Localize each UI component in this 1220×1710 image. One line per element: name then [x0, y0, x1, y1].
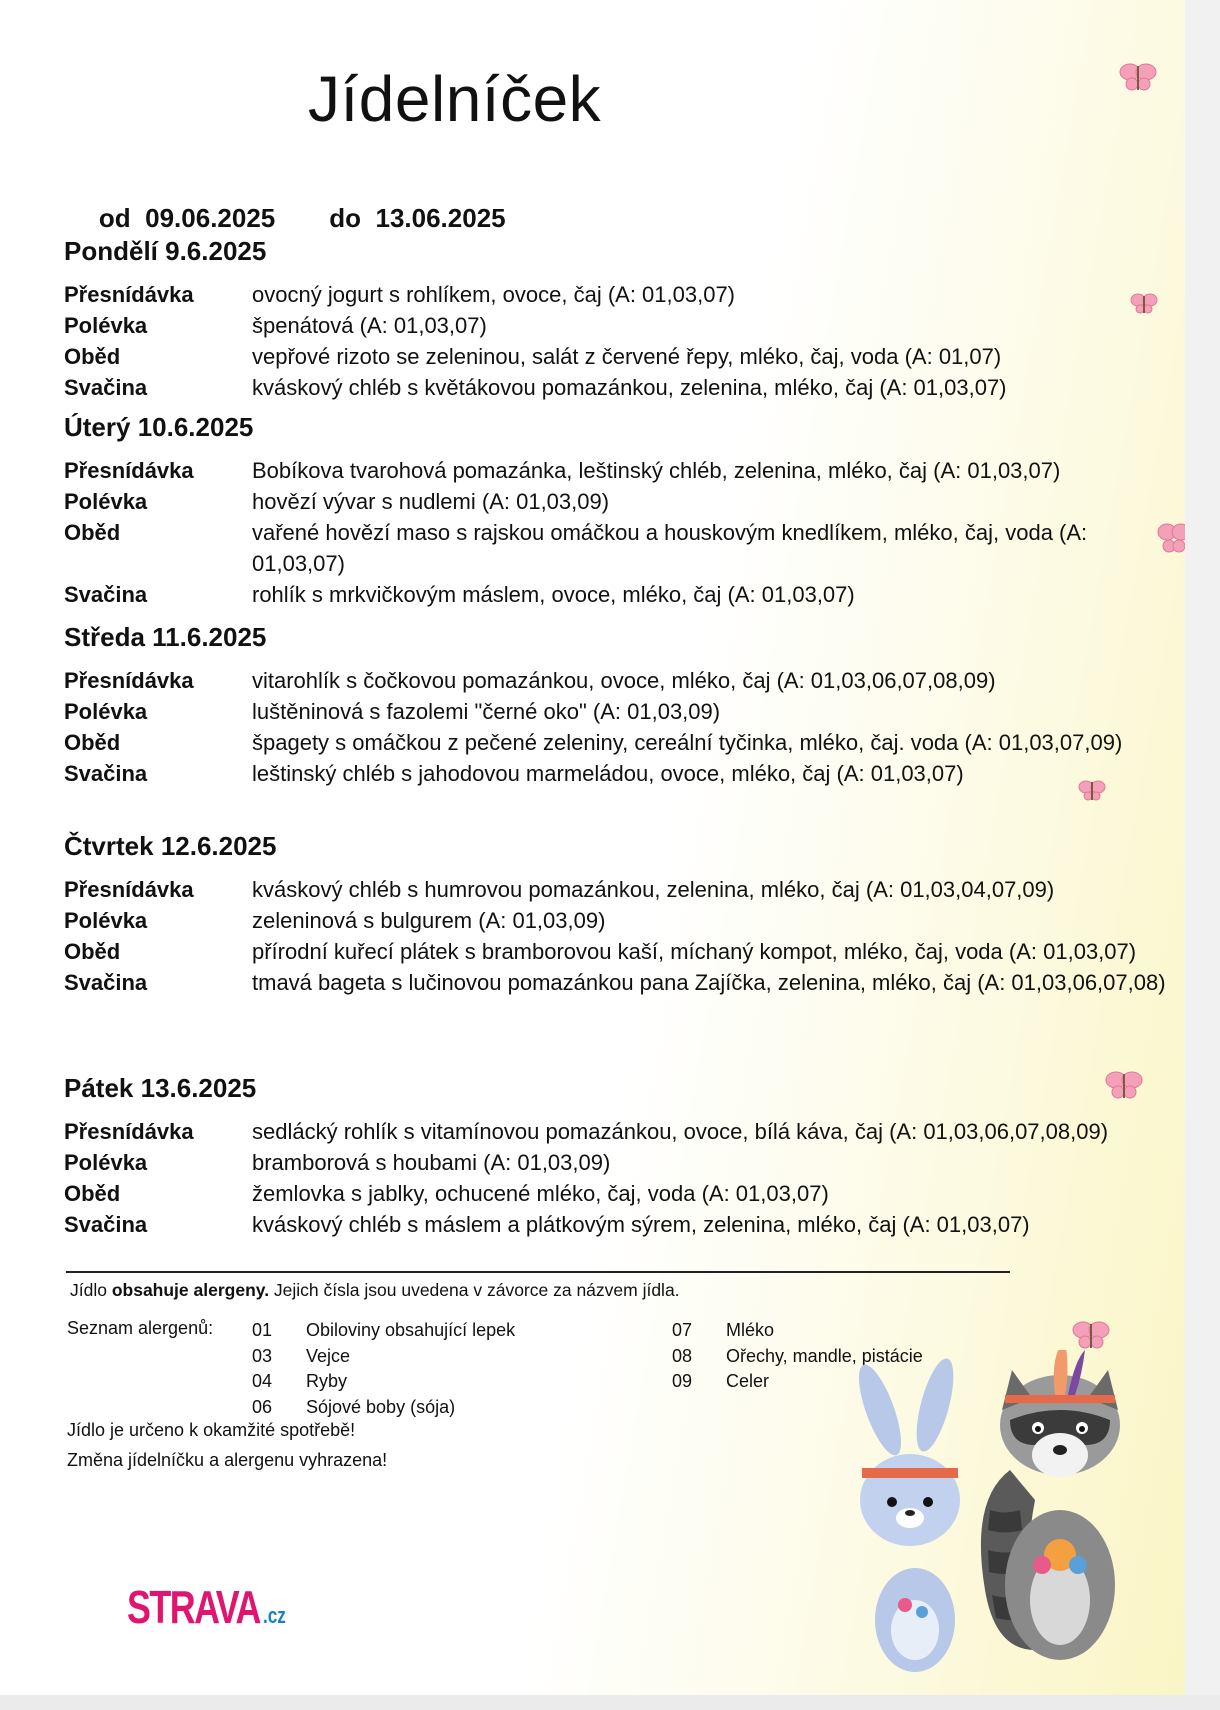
- meal-label: Svačina: [64, 761, 148, 786]
- allergen-item: [252, 1395, 515, 1421]
- meal-label: Oběd: [64, 939, 121, 964]
- animals-illustration: [820, 1350, 1150, 1680]
- meal-row: [64, 517, 1174, 579]
- meal-row: [64, 874, 1174, 905]
- meal-label: Přesnídávka: [64, 1119, 194, 1144]
- meal-label: Přesnídávka: [64, 877, 194, 902]
- allergen-list-left: [252, 1318, 515, 1420]
- day-title: Středa 11.6.2025: [64, 622, 267, 652]
- page-edge: [1185, 0, 1220, 1710]
- logo-main: STRAVA: [127, 1581, 260, 1633]
- allergen-list-label: Seznam alergenů:: [67, 1318, 214, 1338]
- meal-text: kváskový chléb s květákovou pomazánkou, zelenina, mléko, čaj (A: 01,03,07): [252, 375, 1007, 400]
- meal-text: Bobíkova tvarohová pomazánka, leštinský chléb, zelenina, mléko, čaj (A: 01,03,07): [252, 458, 1061, 483]
- day-thursday: [64, 831, 1174, 998]
- to-date: 13.06.2025: [375, 203, 506, 233]
- meal-row: [64, 372, 1174, 403]
- allergen-name: Mléko: [726, 1320, 775, 1340]
- meal-row: [64, 665, 1174, 696]
- footer-consumption-note: Jídlo je určeno k okamžité spotřebě!: [67, 1420, 356, 1440]
- meal-text: žemlovka s jablky, ochucené mléko, čaj, voda (A: 01,03,07): [252, 1181, 829, 1206]
- allergen-name: Sójové boby (sója): [306, 1396, 456, 1417]
- meal-text: leštinský chléb s jahodovou marmeládou, ovoce, mléko, čaj (A: 01,03,07): [252, 761, 964, 786]
- day-title: Pátek 13.6.2025: [64, 1073, 257, 1103]
- day-title: Úterý 10.6.2025: [64, 412, 254, 442]
- meal-row: [64, 727, 1174, 758]
- from-label: od: [98, 203, 131, 233]
- meal-text: bramborová s houbami (A: 01,03,09): [252, 1150, 611, 1175]
- butterfly-icon: [1078, 778, 1106, 804]
- meal-row: [64, 758, 1174, 789]
- day-tuesday: [64, 412, 1174, 610]
- allergen-name: Ryby: [306, 1371, 348, 1391]
- allergen-item: [252, 1369, 515, 1395]
- day-title: Pondělí 9.6.2025: [64, 236, 267, 266]
- meal-row: [64, 455, 1174, 486]
- allergen-number: 01: [252, 1320, 273, 1340]
- meal-label: Polévka: [64, 908, 148, 933]
- meal-row: [64, 905, 1174, 936]
- meal-text: kváskový chléb s máslem a plátkovým sýrem, zelenina, mléko, čaj (A: 01,03,07): [252, 1212, 1030, 1237]
- butterfly-icon: [1130, 292, 1158, 316]
- allergen-note-prefix: Jídlo: [70, 1280, 112, 1300]
- day-friday: [64, 1073, 1174, 1240]
- strava-logo: [127, 1580, 286, 1634]
- meal-label: Polévka: [64, 699, 148, 724]
- butterfly-icon: [1072, 1318, 1110, 1352]
- allergen-number: 09: [672, 1371, 693, 1391]
- meal-text: vepřové rizoto se zeleninou, salát z červené řepy, mléko, čaj, voda (A: 01,07): [252, 344, 1002, 369]
- meal-label: Přesnídávka: [64, 458, 194, 483]
- meal-label: Polévka: [64, 489, 148, 514]
- meal-row: [64, 696, 1174, 727]
- day-monday: [64, 236, 1174, 403]
- meal-label: Svačina: [64, 1212, 148, 1237]
- meal-row: [64, 967, 1174, 998]
- meal-label: Oběd: [64, 730, 121, 755]
- meal-label: Oběd: [64, 520, 121, 545]
- footer-change-note: Změna jídelníčku a alergenu vyhrazena!: [67, 1450, 388, 1470]
- meal-label: Svačina: [64, 582, 148, 607]
- meal-row: [64, 486, 1174, 517]
- butterfly-icon: [1157, 522, 1185, 556]
- allergen-note-suffix: Jejich čísla jsou uvedena v závorce za názvem jídla.: [269, 1280, 680, 1300]
- butterfly-icon: [1105, 1068, 1143, 1102]
- meal-row: [64, 1147, 1174, 1178]
- meal-row: [64, 1178, 1174, 1209]
- allergen-number: 03: [252, 1345, 273, 1366]
- meal-row: [64, 310, 1174, 341]
- meal-row: [64, 936, 1174, 967]
- allergen-name: Vejce: [306, 1345, 351, 1366]
- meal-label: Svačina: [64, 375, 148, 400]
- day-wednesday: [64, 622, 1174, 789]
- meal-text: špagety s omáčkou z pečené zeleniny, cereální tyčinka, mléko, čaj. voda (A: 01,03,07,09): [252, 730, 1123, 755]
- meal-text: tmavá bageta s lučinovou pomazánkou pana Zajíčka, zelenina, mléko, čaj (A: 01,03,06,07,08): [252, 970, 1166, 995]
- allergen-name: Celer: [726, 1371, 770, 1391]
- to-label: do: [329, 203, 362, 233]
- meal-label: Polévka: [64, 1150, 148, 1175]
- allergen-item: [672, 1318, 923, 1344]
- bunny: [850, 1355, 961, 1672]
- allergen-number: 06: [252, 1396, 273, 1417]
- meal-text: ovocný jogurt s rohlíkem, ovoce, čaj (A: 01,03,07): [252, 282, 736, 307]
- from-date: 09.06.2025: [145, 203, 276, 233]
- meal-text: luštěninová s fazolemi "černé oko" (A: 01,03,09): [252, 699, 721, 724]
- page-bottom-edge: [0, 1695, 1220, 1710]
- meal-row: [64, 1116, 1174, 1147]
- meal-text: sedlácký rohlík s vitamínovou pomazánkou, ovoce, bílá káva, čaj (A: 01,03,06,07,08,09): [252, 1119, 1109, 1144]
- page-title: Jídelníček: [308, 63, 602, 135]
- meal-label: Přesnídávka: [64, 282, 194, 307]
- meal-row: [64, 341, 1174, 372]
- allergen-number: 07: [672, 1320, 693, 1340]
- meal-row: [64, 579, 1174, 610]
- meal-label: Polévka: [64, 313, 148, 338]
- allergen-number: 04: [252, 1371, 273, 1391]
- meal-text: kváskový chléb s humrovou pomazánkou, zelenina, mléko, čaj (A: 01,03,04,07,09): [252, 877, 1055, 902]
- butterfly-icon: [1118, 60, 1158, 94]
- meal-text: přírodní kuřecí plátek s bramborovou kaší, míchaný kompot, mléko, čaj, voda (A: 01,03,07): [252, 939, 1137, 964]
- allergen-name: Ořechy, mandle, pistácie: [726, 1345, 923, 1366]
- meal-row: [64, 1209, 1174, 1240]
- meal-row: [64, 279, 1174, 310]
- meal-label: Přesnídávka: [64, 668, 194, 693]
- meal-label: Svačina: [64, 970, 148, 995]
- meal-label: Oběd: [64, 1181, 121, 1206]
- allergen-number: 08: [672, 1345, 693, 1366]
- allergen-name: Obiloviny obsahující lepek: [306, 1320, 516, 1340]
- day-title: Čtvrtek 12.6.2025: [64, 831, 277, 861]
- meal-text: vitarohlík s čočkovou pomazánkou, ovoce, mléko, čaj (A: 01,03,06,07,08,09): [252, 668, 996, 693]
- meal-label: Oběd: [64, 344, 121, 369]
- logo-suffix: .cz: [262, 1603, 286, 1628]
- meal-text: vařené hovězí maso s rajskou omáčkou a houskovým knedlíkem, mléko, čaj, voda (A: 01,03,07): [252, 520, 1088, 576]
- meal-text: hovězí vývar s nudlemi (A: 01,03,09): [252, 489, 610, 514]
- divider-line: [66, 1271, 1010, 1273]
- allergen-item: [252, 1344, 515, 1370]
- meal-text: rohlík s mrkvičkovým máslem, ovoce, mléko, čaj (A: 01,03,07): [252, 582, 855, 607]
- meal-text: špenátová (A: 01,03,07): [252, 313, 487, 338]
- allergen-note-bold: obsahuje alergeny.: [111, 1280, 270, 1300]
- allergen-item: [252, 1318, 515, 1344]
- meal-text: zeleninová s bulgurem (A: 01,03,09): [252, 908, 606, 933]
- allergen-note: [70, 1280, 680, 1301]
